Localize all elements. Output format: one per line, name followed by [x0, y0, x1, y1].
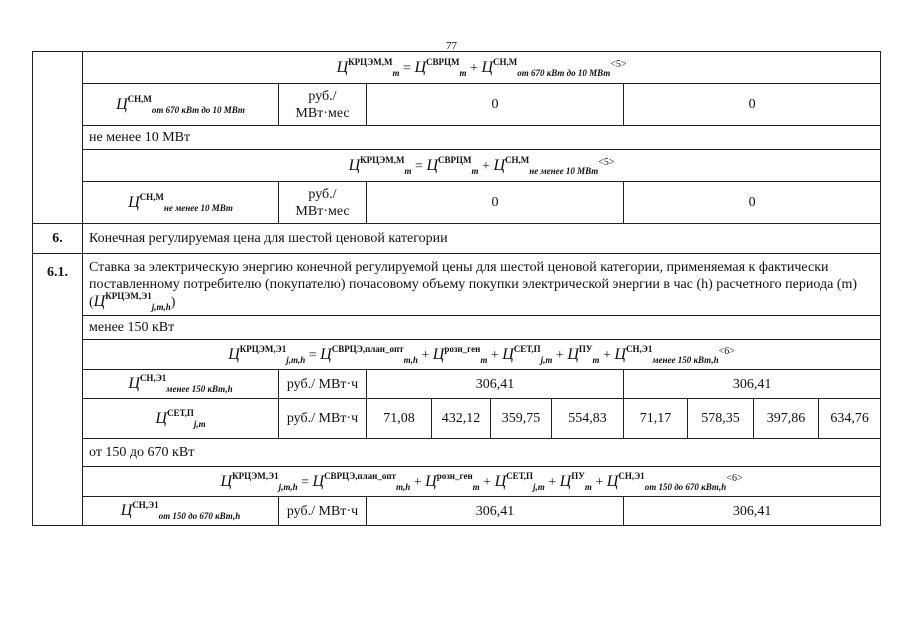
- section-label: менее 150 кВт: [83, 316, 881, 340]
- value-cell: 306,41: [367, 497, 624, 526]
- value-cell: 306,41: [624, 370, 881, 399]
- section-title: Конечная регулируемая цена для шестой ценовой категории: [83, 224, 881, 254]
- symbol-cell: $Ц^{СЕТ,П}_{j,m}$: [83, 399, 279, 439]
- formula-row-m-670: [33, 52, 881, 84]
- section-number: 6.1.: [33, 254, 83, 526]
- unit-cell: руб./ МВт·ч: [279, 497, 367, 526]
- label-row: [33, 126, 881, 150]
- symbol-cell: $Ц^{СН,М}_{от 670 кВт до 10 МВт}$: [83, 84, 279, 126]
- number-cell-empty: [33, 52, 83, 224]
- value-cell: 397,86: [754, 399, 819, 439]
- value-cell: 0: [367, 84, 624, 126]
- section-label: не менее 10 МВт: [83, 126, 881, 150]
- section-6-row: [33, 224, 881, 254]
- section-61-row: [33, 254, 881, 316]
- value-cell: 71,08: [367, 399, 432, 439]
- value-cell: 432,12: [432, 399, 491, 439]
- value-cell: 554,83: [552, 399, 624, 439]
- row-sn-150: [33, 370, 881, 399]
- section-description: Ставка за электрическую энергию конечной регулируемой цены для шестой ценовой категории, применяемая к фактически поставленному потребителю (покупателю) почасовому объему покупки электрической энергии в час (h) расчетного периода (m) $(Ц^{КРЦЭМ,Э1}_{j,m,h})$: [83, 254, 881, 316]
- tariff-table: [32, 51, 881, 526]
- formula-m-670: $Ц^{КРЦЭМ,М}_m = Ц^{СВРЦМ}_m + Ц^{СН,М}_{от 670 кВт до 10 МВт}^{<5>}$: [83, 52, 881, 84]
- formula-row-e-670: [33, 467, 881, 497]
- section-number: 6.: [33, 224, 83, 254]
- unit-cell: руб./ МВт·ч: [279, 370, 367, 399]
- row-set-p: [33, 399, 881, 439]
- symbol-cell: $Ц^{СН,Э1}_{от 150 до 670 кВт,h}$: [83, 497, 279, 526]
- page-number: 77: [446, 40, 457, 52]
- value-cell: 306,41: [367, 370, 624, 399]
- label-row: [33, 316, 881, 340]
- value-cell: 306,41: [624, 497, 881, 526]
- symbol-cell: $Ц^{СН,Э1}_{менее 150 кВт,h}$: [83, 370, 279, 399]
- formula-row-m-10: [33, 150, 881, 182]
- formula-m-10: $Ц^{КРЦЭМ,М}_m = Ц^{СВРЦМ}_m + Ц^{СН,М}_{не менее 10 МВт}^{<5>}$: [83, 150, 881, 182]
- value-cell: 634,76: [819, 399, 881, 439]
- formula-e-670: $Ц^{КРЦЭМ,Э1}_{j,m,h} = Ц^{СВРЦЭ,план\_опт}_{m,h} + Ц^{розн\_ген}_m + Ц^{СЕТ,П}_{j,m} + Ц^{ПУ}_m + Ц^{СН,Э1}_{от 150 до 670 кВт,h}^{<6>}$: [83, 467, 881, 497]
- unit-cell: руб./ МВт·мес: [279, 84, 367, 126]
- formula-row-e-150: [33, 340, 881, 370]
- section-label: от 150 до 670 кВт: [83, 439, 881, 467]
- unit-cell: руб./ МВт·ч: [279, 399, 367, 439]
- value-cell: 578,35: [688, 399, 754, 439]
- value-cell: 0: [367, 182, 624, 224]
- value-cell: 71,17: [624, 399, 688, 439]
- symbol-cell: $Ц^{СН,М}_{не менее 10 МВт}$: [83, 182, 279, 224]
- formula-e-150: $Ц^{КРЦЭМ,Э1}_{j,m,h} = Ц^{СВРЦЭ,план\_опт}_{m,h} + Ц^{розн\_ген}_m + Ц^{СЕТ,П}_{j,m} + Ц^{ПУ}_m + Ц^{СН,Э1}_{менее 150 кВт,h}^{<6>}$: [83, 340, 881, 370]
- value-cell: 0: [624, 182, 881, 224]
- value-cell: 359,75: [491, 399, 552, 439]
- unit-cell: руб./ МВт·мес: [279, 182, 367, 224]
- row-sn-10: [33, 182, 881, 224]
- row-sn-670: [33, 84, 881, 126]
- label-row: [33, 439, 881, 467]
- value-cell: 0: [624, 84, 881, 126]
- row-sn-670-e: [33, 497, 881, 526]
